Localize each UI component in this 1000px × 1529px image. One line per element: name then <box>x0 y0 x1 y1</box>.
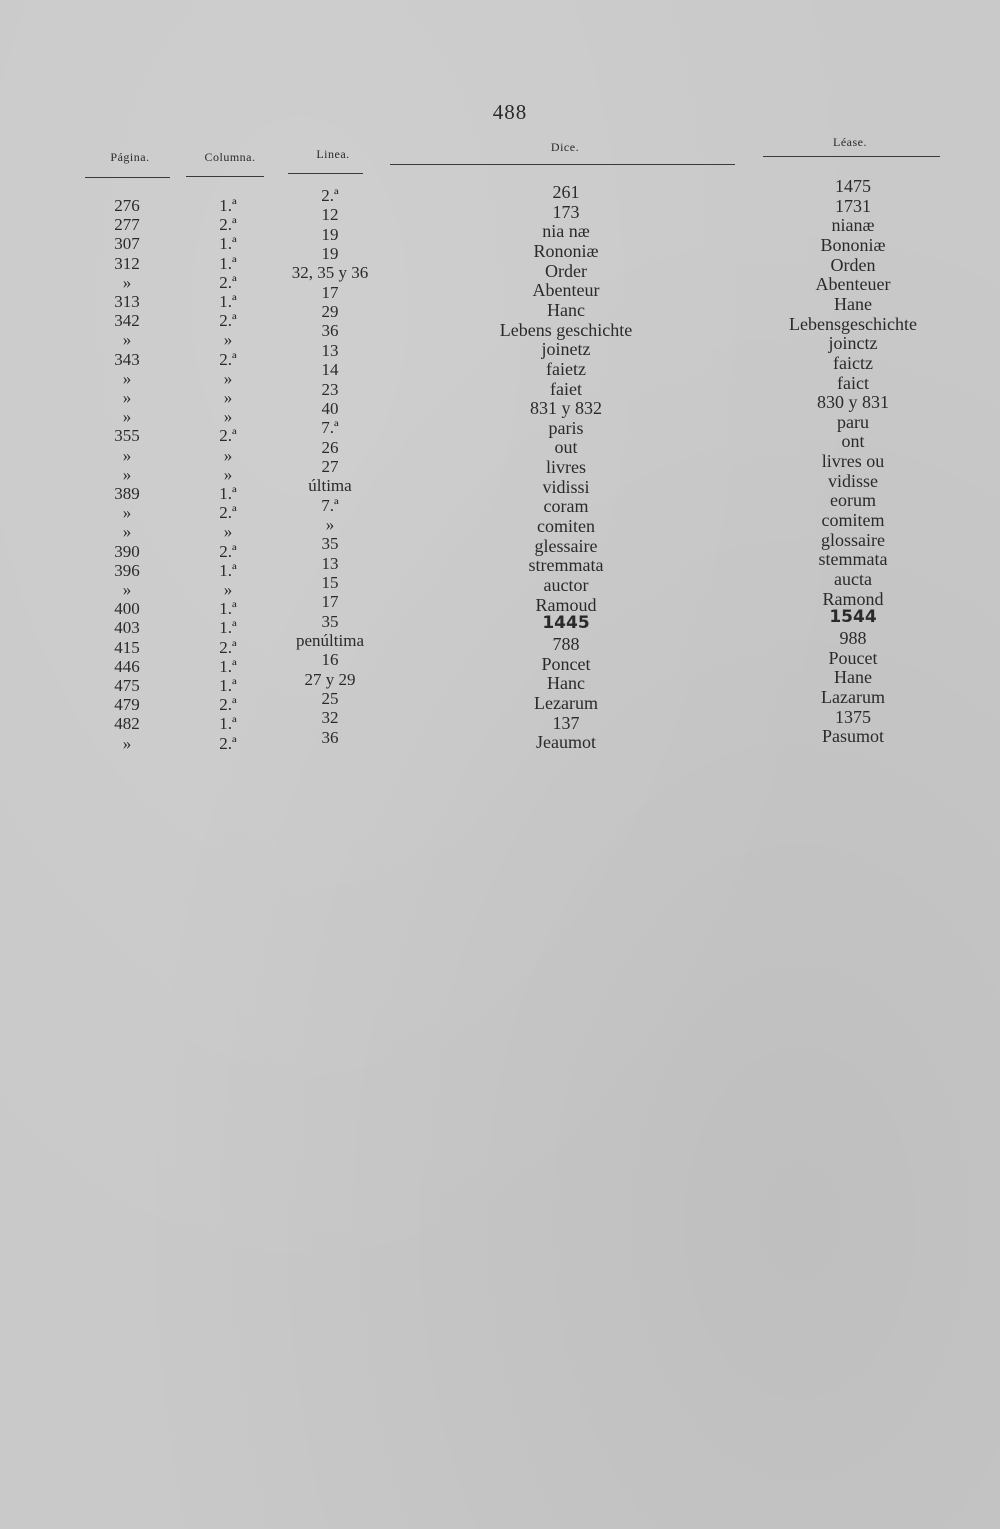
cell-columna: 1.ª <box>219 292 237 311</box>
cell-lease: Lebensgeschichte <box>789 313 917 334</box>
cell-linea: 19 <box>321 244 339 264</box>
cell-lease: joinctz <box>828 333 878 354</box>
cell-linea: 2.ª <box>321 186 339 205</box>
cell-columna: 1.ª <box>219 599 237 619</box>
cell-lease: paru <box>837 411 869 432</box>
cell-linea: 35 <box>321 534 339 554</box>
cell-pagina: 415 <box>114 637 140 657</box>
cell-dice: Poncet <box>541 653 591 674</box>
cell-dice: Hanc <box>547 299 585 320</box>
cell-linea: 7.ª <box>321 418 339 438</box>
cell-linea: 19 <box>321 224 339 244</box>
cell-pagina: » <box>122 733 132 753</box>
cell-pagina: 396 <box>114 560 140 580</box>
cell-linea: 36 <box>321 727 339 747</box>
cell-linea: 17 <box>321 592 339 612</box>
cell-columna: 1.ª <box>219 656 237 676</box>
cell-linea: 15 <box>321 573 339 592</box>
cell-pagina: 307 <box>114 234 140 254</box>
cell-columna: » <box>223 522 233 542</box>
cell-pagina: » <box>122 445 132 465</box>
cell-columna: 1.ª <box>219 560 237 580</box>
cell-lease: stemmata <box>818 549 888 570</box>
cell-dice: vidissi <box>542 476 590 497</box>
cell-columna: » <box>223 580 233 599</box>
cell-columna: » <box>223 330 233 350</box>
cell-columna: 2.ª <box>219 426 237 446</box>
cell-pagina: 390 <box>114 541 140 561</box>
cell-dice: 788 <box>552 633 580 654</box>
cell-pagina: 400 <box>114 599 140 619</box>
cell-columna: » <box>223 368 233 388</box>
cell-columna: » <box>223 445 233 465</box>
cell-columna: 1.ª <box>219 196 237 215</box>
cell-linea: 26 <box>321 437 339 457</box>
cell-dice: 173 <box>552 201 580 222</box>
cell-columna: 1.ª <box>219 676 237 695</box>
cell-lease: nianæ <box>831 215 875 236</box>
header-lease: Léase. <box>833 135 867 149</box>
cell-lease: Bononiæ <box>820 234 886 255</box>
cell-linea: 35 <box>321 611 339 631</box>
cell-lease: Orden <box>830 254 876 275</box>
cell-linea: penúltima <box>296 631 364 651</box>
cell-lease: aucta <box>834 569 872 589</box>
cell-pagina: » <box>122 330 132 350</box>
cell-dice: 1445 <box>542 613 590 634</box>
cell-lease: 1475 <box>835 176 871 196</box>
cell-dice: joinetz <box>541 339 591 360</box>
cell-columna: 1.ª <box>219 253 237 273</box>
cell-lease: vidisse <box>827 470 878 491</box>
cell-linea: 16 <box>321 650 339 670</box>
cell-pagina: 313 <box>114 292 140 311</box>
cell-linea: 40 <box>321 398 339 418</box>
cell-linea: 13 <box>321 340 339 360</box>
cell-dice: Ramoud <box>535 594 597 615</box>
cell-dice: 137 <box>552 712 580 733</box>
cell-dice: faiet <box>550 378 582 399</box>
cell-pagina: » <box>122 407 132 427</box>
cell-dice: coram <box>543 496 589 517</box>
cell-pagina: 277 <box>114 215 140 235</box>
cell-columna: » <box>223 388 233 407</box>
cell-pagina: 389 <box>114 484 140 503</box>
page-number: 488 <box>492 100 528 124</box>
cell-lease: faict <box>837 372 869 393</box>
cell-columna: 1.ª <box>219 484 237 503</box>
rule-dice <box>390 164 735 165</box>
cell-dice: 261 <box>552 182 580 202</box>
cell-dice: glessaire <box>534 535 598 556</box>
rule-linea <box>288 173 363 174</box>
cell-pagina: 343 <box>114 349 140 369</box>
rule-lease <box>763 156 940 157</box>
cell-columna: » <box>223 464 233 484</box>
cell-pagina: 342 <box>114 311 140 331</box>
cell-linea: 36 <box>321 321 339 341</box>
cell-pagina: » <box>122 464 132 484</box>
cell-pagina: 475 <box>114 676 140 695</box>
cell-pagina: 276 <box>114 196 140 215</box>
cell-dice: Abenteur <box>532 280 600 301</box>
cell-dice: Jeaumot <box>536 732 596 753</box>
cell-linea: 17 <box>321 282 339 302</box>
cell-columna: 2.ª <box>219 311 237 331</box>
cell-lease: 1375 <box>835 706 871 727</box>
cell-dice: out <box>554 437 578 458</box>
rule-columna <box>186 176 264 177</box>
cell-lease: glossaire <box>821 529 885 550</box>
cell-linea: 27 y 29 <box>304 669 356 689</box>
cell-dice: Lezarum <box>534 692 598 713</box>
cell-linea: 29 <box>321 302 339 322</box>
cell-columna: 1.ª <box>219 714 237 734</box>
cell-columna: 2.ª <box>219 541 237 561</box>
cell-pagina: 446 <box>114 656 140 676</box>
header-pagina: Página. <box>110 150 150 164</box>
cell-lease: eorum <box>830 490 876 511</box>
cell-columna: 2.ª <box>219 272 237 292</box>
cell-linea: 13 <box>321 553 339 573</box>
cell-dice: Rononiæ <box>533 240 599 261</box>
cell-linea: 27 <box>321 456 339 476</box>
cell-lease: 830 y 831 <box>817 392 889 413</box>
cell-linea: última <box>308 476 352 496</box>
cell-columna: » <box>223 407 233 427</box>
cell-dice: faietz <box>546 358 586 379</box>
cell-linea: 32, 35 y 36 <box>291 263 369 283</box>
cell-dice: Hanc <box>547 673 585 694</box>
cell-lease: faictz <box>833 352 873 373</box>
cell-columna: 2.ª <box>219 637 237 657</box>
cell-pagina: » <box>122 580 132 599</box>
cell-linea: 25 <box>321 689 339 709</box>
cell-pagina: » <box>122 388 132 407</box>
cell-pagina: » <box>122 503 132 523</box>
cell-lease: ont <box>841 431 865 452</box>
rule-pagina <box>85 177 170 178</box>
cell-pagina: 403 <box>114 618 140 638</box>
cell-dice: paris <box>548 417 584 438</box>
cell-pagina: 312 <box>114 253 140 273</box>
cell-dice: 831 y 832 <box>530 398 602 419</box>
cell-columna: 2.ª <box>219 349 237 369</box>
cell-pagina: » <box>122 522 132 542</box>
cell-columna: 1.ª <box>219 234 237 254</box>
cell-pagina: 479 <box>114 695 140 715</box>
cell-linea: 14 <box>321 360 339 380</box>
cell-lease: 1731 <box>835 195 871 216</box>
cell-dice: nia næ <box>542 221 590 242</box>
cell-lease: Ramond <box>822 588 884 609</box>
cell-pagina: » <box>122 368 132 388</box>
cell-columna: 2.ª <box>219 503 237 523</box>
cell-lease: Poucet <box>828 647 878 668</box>
cell-columna: 2.ª <box>219 733 237 753</box>
cell-lease: 1544 <box>829 607 877 628</box>
cell-columna: 1.ª <box>219 618 237 638</box>
cell-pagina: » <box>122 272 132 292</box>
cell-linea: 7.ª <box>321 495 339 515</box>
cell-linea: 32 <box>321 708 339 728</box>
cell-lease: 988 <box>839 627 867 648</box>
cell-lease: livres ou <box>821 451 885 472</box>
cell-lease: Hane <box>834 293 872 314</box>
cell-lease: Abenteuer <box>815 274 891 295</box>
cell-lease: comitem <box>821 510 885 531</box>
cell-dice: comiten <box>537 516 595 537</box>
header-dice: Dice. <box>550 140 580 154</box>
cell-columna: 2.ª <box>219 215 237 235</box>
cell-columna: 2.ª <box>219 695 237 715</box>
cell-linea: » <box>325 514 335 534</box>
cell-dice: livres <box>546 457 586 478</box>
cell-lease: Lazarum <box>821 686 885 707</box>
cell-linea: 23 <box>321 379 339 399</box>
cell-dice: Order <box>545 260 587 281</box>
header-linea: Linea. <box>316 147 350 161</box>
cell-dice: Lebens geschichte <box>499 319 633 340</box>
cell-linea: 12 <box>321 205 339 225</box>
cell-lease: Hane <box>834 667 872 688</box>
cell-pagina: 355 <box>114 426 140 446</box>
cell-lease: Pasumot <box>821 726 884 747</box>
cell-pagina: 482 <box>114 714 140 734</box>
header-columna: Columna. <box>204 150 256 164</box>
cell-dice: stremmata <box>528 555 604 576</box>
cell-dice: auctor <box>543 575 589 595</box>
